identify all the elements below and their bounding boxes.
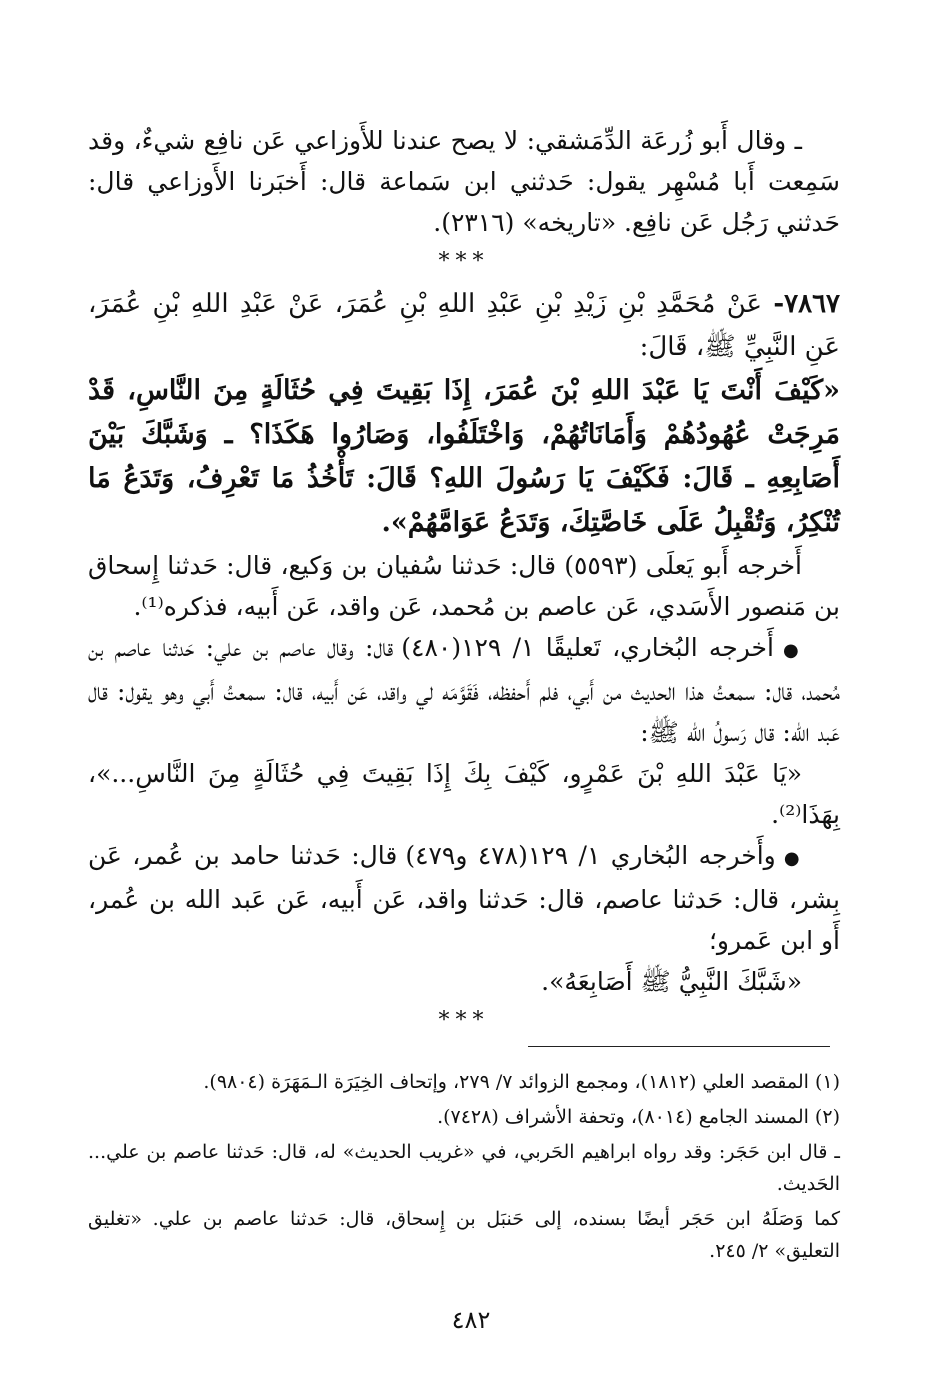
page-number: ٤٨٢ xyxy=(451,1306,491,1334)
main-text xyxy=(88,120,840,1042)
section-separator: *** xyxy=(438,249,490,274)
hadith-isnad: عَنْ مُحَمَّدِ بْنِ زَيْدِ بْنِ عَبْدِ اللهِ بْنِ عُمَرَ، عَنْ عَبْدِ اللهِ بْنِ عُمَرَ، عَنِ النَّبِيِّ ﷺ، قَالَ: xyxy=(88,289,840,362)
intro-paragraph: ـ وقال أَبو زُرعَة الدِّمَشقي: لا يصح عندنا للأَوزاعي عَن نافِع شيءٌ، وقد سَمِعت أَبا مُسْهِر يقول: حَدثني ابن سَماعة قال: أَخبَرنا الأَوزاعي قال: حَدثني رَجُل عَن نافِع. «تاريخه» (٢٣١٦). xyxy=(88,126,840,237)
section-separator: *** xyxy=(438,1008,490,1033)
takhrij-quote-3: «شَبَّكَ النَّبِيُّ ﷺ أَصَابِعَهُ». xyxy=(541,967,802,996)
footnote-note-1: ـ قال ابن حَجَر: وقد رواه ابراهيم الحَربي، في «غريب الحديث» له، قال: حَدثنا عاصم بن علي... الحَديث. xyxy=(88,1141,840,1195)
takhrij-quote-2: «يَا عَبْدَ اللهِ بْنَ عَمْرٍو، كَيْفَ بِكَ إِذَا بَقِيتَ فِي حُثَالَةٍ مِنَ النَّاسِ...»، بِهَذَا⁽²⁾. xyxy=(88,759,840,829)
takhrij-paragraph-1: أَخرجه أَبو يَعلَى (٥٥٩٣) قال: حَدثنا سُفيان بن وَكيع، قال: حَدثنا إِسحاق بن مَنصور الأَسَدي، عَن عاصم بن مُحمد، عَن واقد، عَن أَبيه، فذكره⁽¹⁾. xyxy=(88,551,840,621)
footnote-1: (١) المقصد العلي (١٨١٢)، ومجمع الزوائد ٧/ ٢٧٩، وإتحاف الخِيَرَة الـمَهَرَة (٩٨٠٤). xyxy=(203,1071,840,1093)
takhrij-paragraph-2: ● أَخرجه البُخاري، تَعليقًا ١/ ١٢٩(٤٨٠) قال: وقال عاصم بن علي: حَدثنا عاصم بن مُحمد، قال: سمعتُ هذا الحديث من أَبي، فلم أَحفظه، فَقَوَّمَه لي واقد، عَن أَبيه، قال: سمعتُ أَبي وهو يقول: قال عَبد الله: قال رَسولُ الله ﷺ: xyxy=(88,627,840,753)
footnote-2: (٢) المسند الجامع (٨٠١٤)، وتحفة الأشراف (٧٤٢٨). xyxy=(437,1106,840,1128)
footnotes xyxy=(88,1066,840,1270)
hadith-heading xyxy=(88,283,840,369)
footnote-divider xyxy=(528,1046,830,1047)
takhrij-paragraph-3: ● وأَخرجه البُخاري ١/ ١٢٩(٤٧٨ و٤٧٩) قال: حَدثنا حامد بن عُمر، عَن بِشر، قال: حَدثنا عاصم، قال: حَدثنا واقد، عَن أَبيه، عَن عَبد الله بن عُمر، أَو ابن عَمرو؛ xyxy=(88,835,840,961)
hadith-matn: «كَيْفَ أَنْتَ يَا عَبْدَ اللهِ بْنَ عُمَرَ، إِذَا بَقِيتَ فِي حُثَالَةٍ مِنَ النَّاسِ، قَدْ مَرِجَتْ عُهُودُهُمْ وَأَمَانَاتُهُمْ، وَاخْتَلَفُوا، وَصَارُوا هَكَذَا؟ ـ وَشَبَّكَ بَيْنَ أَصَابِعِهِ ـ قَالَ: فَكَيْفَ يَا رَسُولَ اللهِ؟ قَالَ: تَأْخُذُ مَا تَعْرِفُ، وَتَدَعُ مَا تُنْكِرُ، وَتُقْبِلُ عَلَى خَاصَّتِكَ، وَتَدَعُ عَوَامَّهُمْ». xyxy=(88,375,840,538)
hadith-number: ٧٨٦٧- xyxy=(773,289,840,319)
footnote-note-2: كما وَصَلَهُ ابن حَجَر أيضًا بسنده، إلى حَنبَل بن إِسحاق، قال: حَدثنا عاصم بن علي. «تغليق التعليق» ٢/ ٢٤٥. xyxy=(88,1208,840,1262)
